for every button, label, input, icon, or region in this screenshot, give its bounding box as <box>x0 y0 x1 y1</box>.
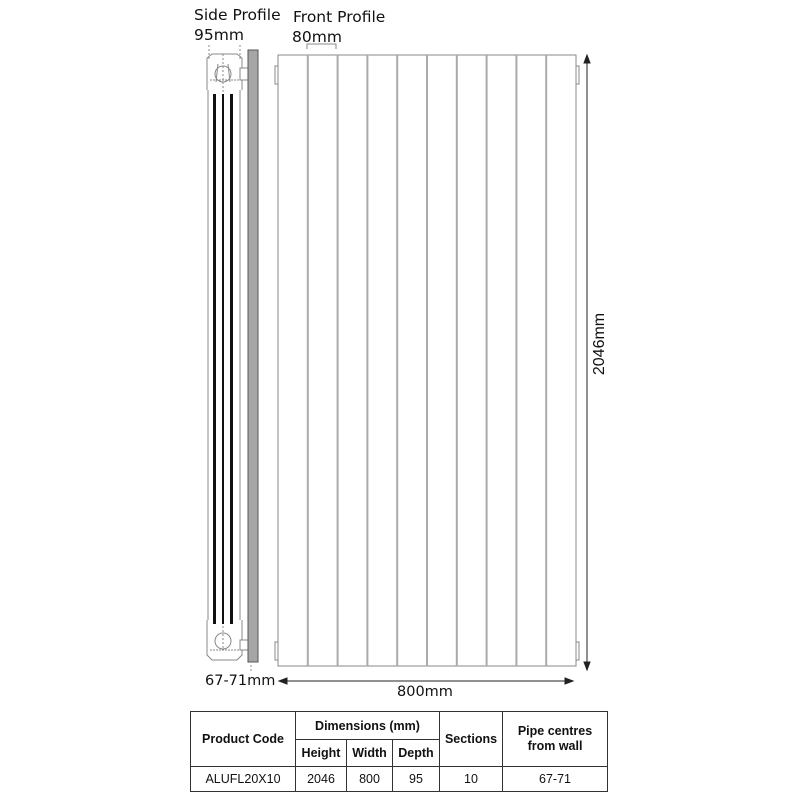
header-height: Height <box>296 740 347 767</box>
spec-table <box>190 711 608 792</box>
height-dimension <box>584 55 590 670</box>
header-depth: Depth <box>393 740 440 767</box>
cell-product-code: ALUFL20X10 <box>191 767 296 792</box>
header-product-code: Product Code <box>191 712 296 767</box>
header-width: Width <box>347 740 393 767</box>
cell-sections: 10 <box>440 767 503 792</box>
front-profile-title: Front Profile <box>293 8 386 26</box>
pipe-offset-label: 67-71mm <box>205 673 276 689</box>
header-dimensions: Dimensions (mm) <box>296 712 440 740</box>
side-depth-label: 95mm <box>194 26 244 44</box>
cell-depth: 95 <box>393 767 440 792</box>
wall-plate <box>248 50 258 662</box>
height-label: 2046mm <box>591 312 608 376</box>
table-row <box>191 767 608 792</box>
section-width-label: 80mm <box>292 28 342 46</box>
side-profile-title: Side Profile <box>194 6 281 24</box>
side-fins <box>213 94 233 624</box>
cell-pipe-centres: 67-71 <box>503 767 608 792</box>
header-sections: Sections <box>440 712 503 767</box>
cell-width: 800 <box>347 767 393 792</box>
cell-height: 2046 <box>296 767 347 792</box>
width-label: 800mm <box>397 684 453 700</box>
header-pipe-centres: Pipe centres from wall <box>503 712 608 767</box>
